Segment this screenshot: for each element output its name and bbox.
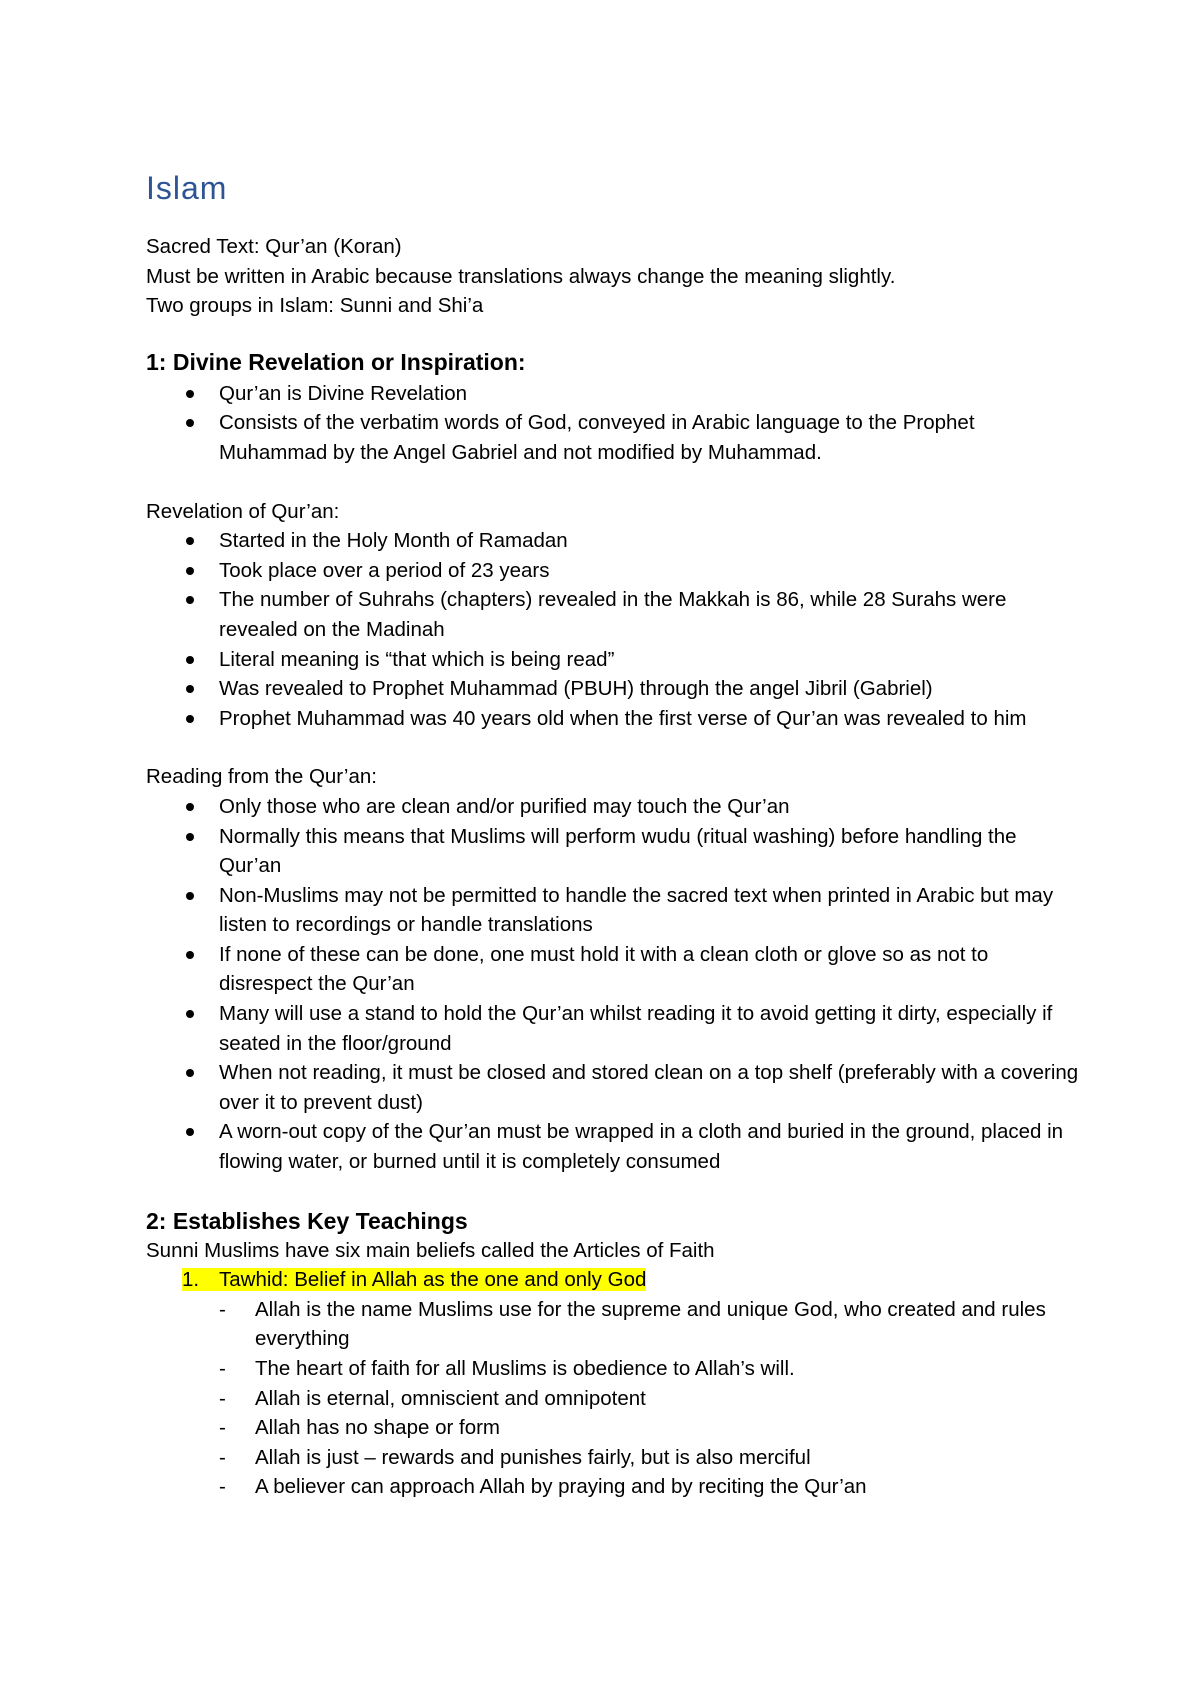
list-item: Many will use a stand to hold the Qur’an whilst reading it to avoid getting it dirty, especially if seated in the floor/ground bbox=[146, 999, 1080, 1058]
list-item: Was revealed to Prophet Muhammad (PBUH) through the angel Jibril (Gabriel) bbox=[146, 674, 1080, 704]
section1-heading: 1: Divine Revelation or Inspiration: bbox=[146, 348, 526, 375]
list-item: The number of Suhrahs (chapters) revealed in the Makkah is 86, while 28 Surahs were revealed on the Madinah bbox=[146, 585, 1080, 644]
page-title: Islam bbox=[146, 170, 228, 206]
reading-list bbox=[146, 792, 1080, 1177]
list-item: Non-Muslims may not be permitted to handle the sacred text when printed in Arabic but may listen to recordings or handle translations bbox=[146, 881, 1080, 940]
list-item: Started in the Holy Month of Ramadan bbox=[146, 526, 1080, 556]
intro-line-arabic: Must be written in Arabic because translations always change the meaning slightly. bbox=[146, 264, 896, 288]
list-item: - Allah has no shape or form bbox=[146, 1413, 1080, 1443]
section2-intro: Sunni Muslims have six main beliefs called the Articles of Faith bbox=[146, 1238, 715, 1262]
list-item: If none of these can be done, one must hold it with a clean cloth or glove so as not to disrespect the Qur’an bbox=[146, 940, 1080, 999]
list-item: Literal meaning is “that which is being read” bbox=[146, 645, 1080, 675]
article-highlight bbox=[182, 1268, 646, 1291]
list-item: - Allah is just – rewards and punishes fairly, but is also merciful bbox=[146, 1443, 1080, 1473]
revelation-heading: Revelation of Qur’an: bbox=[146, 499, 340, 523]
intro-block bbox=[146, 232, 1080, 321]
intro-line-groups: Two groups in Islam: Sunni and Shi’a bbox=[146, 294, 484, 318]
reading-heading: Reading from the Qur’an: bbox=[146, 765, 377, 789]
list-item: - A believer can approach Allah by praying and by reciting the Qur’an bbox=[146, 1472, 1080, 1502]
list-item: - The heart of faith for all Muslims is obedience to Allah’s will. bbox=[146, 1354, 1080, 1384]
revelation-list bbox=[146, 526, 1080, 733]
list-item: - Allah is eternal, omniscient and omnipotent bbox=[146, 1384, 1080, 1414]
intro-line-sacred-text: Sacred Text: Qur’an (Koran) bbox=[146, 235, 402, 258]
list-item: - Allah is the name Muslims use for the supreme and unique God, who created and rules everything bbox=[146, 1295, 1080, 1354]
articles-of-faith-list bbox=[146, 1265, 1080, 1295]
section1-list bbox=[146, 379, 1080, 468]
article-number: 1. bbox=[182, 1268, 200, 1292]
list-item: Qur’an is Divine Revelation bbox=[146, 379, 1080, 409]
list-item: Normally this means that Muslims will perform wudu (ritual washing) before handling the Qur’an bbox=[146, 822, 1080, 881]
list-item: A worn-out copy of the Qur’an must be wrapped in a cloth and buried in the ground, placed in flowing water, or burned until it is completely consumed bbox=[146, 1117, 1080, 1176]
list-item: Consists of the verbatim words of God, conveyed in Arabic language to the Prophet Muhammad by the Angel Gabriel and not modified by Muhammad. bbox=[146, 408, 1080, 467]
list-item: Took place over a period of 23 years bbox=[146, 556, 1080, 586]
article-item bbox=[146, 1265, 1080, 1295]
section2-heading: 2: Establishes Key Teachings bbox=[146, 1207, 468, 1234]
article-title: Tawhid: Belief in Allah as the one and only God bbox=[219, 1268, 647, 1292]
list-item: Only those who are clean and/or purified may touch the Qur’an bbox=[146, 792, 1080, 822]
article-points-list bbox=[146, 1295, 1080, 1502]
list-item: Prophet Muhammad was 40 years old when the first verse of Qur’an was revealed to him bbox=[146, 704, 1080, 734]
list-item: When not reading, it must be closed and stored clean on a top shelf (preferably with a covering over it to prevent dust) bbox=[146, 1058, 1080, 1117]
